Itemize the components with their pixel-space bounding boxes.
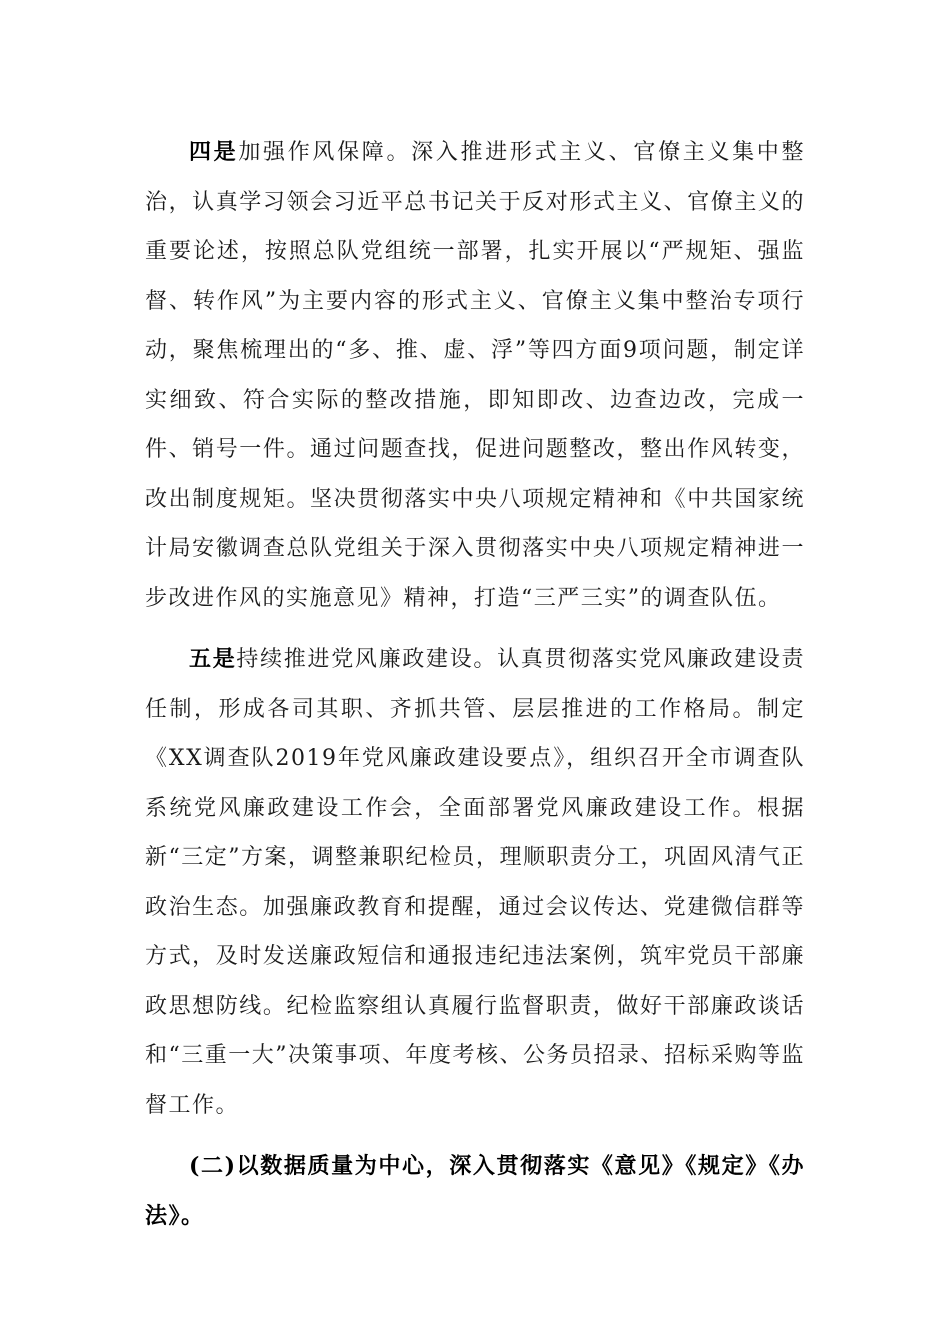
paragraph-lead: 四是: [189, 139, 239, 165]
paragraph-text: 持续推进党风廉政建设。认真贯彻落实党风廉政建设责任制，形成各司其职、齐抓共管、层层推进的工作格局。制定《XX调查队2019年党风廉政建设要点》，组织召开全市调查队系统党风廉政建设工作会，全面部署党风廉政建设工作。根据新“三定”方案，调整兼职纪检员，理顺职责分工，巩固风清气正政治生态。加强廉政教育和提醒，通过会议传达、党建微信群等方式，及时发送廉政短信和通报违纪违法案例，筑牢党员干部廉政思想防线。纪检监察组认真履行监督职责，做好干部廉政谈话和“三重一大”决策事项、年度考核、公务员招录、招标采购等监督工作。: [145, 647, 805, 1118]
paragraph-work-style: [145, 128, 805, 623]
paragraph-integrity: [145, 635, 805, 1130]
paragraph-text: 加强作风保障。深入推进形式主义、官僚主义集中整治，认真学习领会习近平总书记关于反对形式主义、官僚主义的重要论述，按照总队党组统一部署，扎实开展以“严规矩、强监督、转作风”为主要内容的形式主义、官僚主义集中整治专项行动，聚焦梳理出的“多、推、虚、浮”等四方面9项问题，制定详实细致、符合实际的整改措施，即知即改、边查边改，完成一件、销号一件。通过问题查找，促进问题整改，整出作风转变，改出制度规矩。坚决贯彻落实中央八项规定精神和《中共国家统计局安徽调查总队党组关于深入贯彻落实中央八项规定精神进一步改进作风的实施意见》精神，打造“三严三实”的调查队伍。: [145, 140, 805, 611]
document-body: [145, 128, 805, 1241]
section-heading: (二)以数据质量为中心，深入贯彻落实《意见》《规定》《办法》。: [145, 1153, 805, 1229]
paragraph-lead: 五是: [189, 646, 237, 672]
